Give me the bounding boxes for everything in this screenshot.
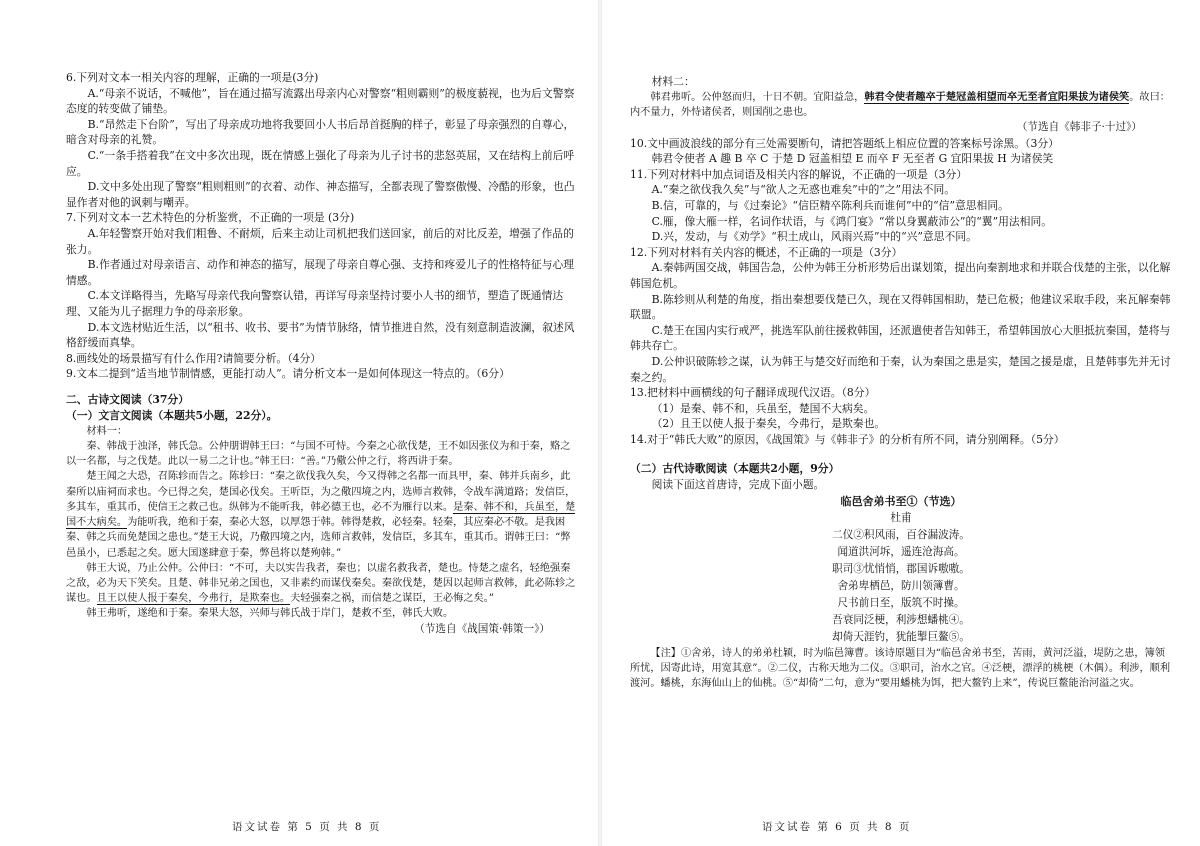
- question-7: [66, 210, 580, 350]
- q10-stem: 10.文中画波浪线的部分有三处需要断句，请把答题纸上相应位置的答案标号涂黑。（3分）: [630, 136, 1059, 150]
- q6-stem: 6.下列对文本一相关内容的理解，正确的一项是(3分): [66, 71, 319, 84]
- material-1-label: 材料一：: [86, 425, 128, 437]
- question-10: [630, 136, 1172, 167]
- material-1-para-3: [66, 561, 580, 607]
- m1-p2-text-b: 为能听我，绝和于秦，秦必大怒，以厚怨于韩。韩得楚救，必轻秦。轻秦，其应秦必不敬。是我困秦、韩之兵而免楚国之患也。”楚王大说，乃儆四境之内，选师言救韩，发信臣，多其车，重其币。谓韩王曰：“弊邑虽小，已悉起之矣。愿大国遂肆意于秦，弊邑将以楚殉韩。”: [66, 517, 571, 559]
- q12-option-c: C.楚王在国内实行戒严，挑选军队前往援救韩国，还派遣使者告知韩王，希望韩国放心大胆抵抗秦国，楚将与韩共存亡。: [630, 323, 1171, 353]
- left-page-footer: 语文试卷 第 5 页 共 8 页: [232, 821, 382, 833]
- poem-line: 尺书前日至，版筑不时操。: [837, 597, 965, 610]
- m2-text-a: 韩君弗听。公仲怒而归，十日不朝。宜阳益急，: [650, 91, 865, 103]
- material-1-para-1: 秦、韩战于浊泽，韩氏急。公仲朋谓韩王曰：“与国不可恃。今秦之心欲伐楚，王不如因张仪为和于秦，赂之以一名都，与之伐楚。此以一易二之计也。”韩王曰：“善。”乃儆公仲之行，将西讲于秦。: [66, 441, 571, 468]
- q6-option-a: A.“母亲不说话，不喊他”，旨在通过描写流露出母亲内心对警察“粗则霸则”的极度藐视，也为后文警察态度的转变做了铺垫。: [66, 86, 575, 116]
- right-page: [600, 0, 1200, 846]
- q11-option-c: C.雁，像大雁一样，名词作状语，与《鸿门宴》“常以身翼蔽沛公”的“翼”用法相同。: [651, 214, 1053, 228]
- q13-item-2: （2）且王以使人报于秦矣，今弗行，是欺秦也。: [651, 417, 886, 431]
- m2-wavy-line-sentence: 韩君令使者趣卒于楚冠盖相望而卒无至者宜阳果拔为诸侯笑: [864, 90, 1130, 103]
- m1-p2-underlined-sentence: 是秦、韩不和，兵虽至，楚国不大病矣。: [66, 501, 576, 529]
- material-2-text: [630, 90, 1172, 120]
- q7-option-a: A.年轻警察开始对我们粗鲁、不耐烦，后来主动让司机把我们送回家，前后的对比反差，增强了作品的张力。: [66, 226, 574, 256]
- question-11: [630, 167, 1172, 245]
- q11-option-b: B.信，可靠的，与《过秦论》“信臣精卒陈利兵而谁何”中的“信”意思相同。: [651, 198, 1009, 212]
- question-6: [66, 70, 580, 210]
- poem-line: 却倚天涯钓，犹能掣巨鳌⑤。: [832, 631, 970, 644]
- poem-line: 闻道洪河坼，遥连沧海高。: [837, 546, 965, 559]
- q7-option-b: B.作者通过对母亲语言、动作和神态的描写，展现了母亲自尊心强、支持和疼爱儿子的性格特征与心理情感。: [66, 258, 575, 287]
- m1-p3-underlined-sentence: 且王以使人报于秦矣，今弗行，是欺秦也。: [96, 593, 291, 605]
- material-2-label: 材料二：: [651, 75, 695, 88]
- m2-text-b: 。故曰：内不量力，外恃诸侯者，则国削之患也。: [630, 91, 1170, 118]
- poem-line: 二仪②积风雨，百谷漏波涛。: [832, 529, 970, 542]
- material-1-para-4: 韩王弗听，遂绝和于秦。秦果大怒，兴师与韩氏战于岸门，楚救不至，韩氏大败。: [86, 608, 454, 620]
- q12-option-b: B.陈轸则从利楚的角度，指出秦想要伐楚已久，现在又得韩国相助，楚已危极；他建议采取手段，来瓦解秦韩联盟。: [630, 292, 1171, 322]
- q6-option-c: C.“一条手搭着我”在文中多次出现，既在情感上强化了母亲为儿子讨书的悲怒英屈，又在结构上前后呼应。: [66, 148, 575, 178]
- m1-p3-text-a: 韩王大说，乃止公仲。公仲曰：“不可，夫以实告我者，秦也；以虚名救我者，楚也。恃楚之虚名，轻绝强秦之敌，必为天下笑矣。且楚、韩非兄弟之国也，又非素约而谋伐秦矣。秦欲伐楚，楚因以起师言救韩，此必陈轸之谋也。: [66, 562, 576, 605]
- material-1-para-2: [66, 469, 580, 560]
- q13-stem: 13.把材料中画横线的句子翻译成现代汉语。（8分）: [630, 386, 876, 400]
- q11-stem: 11.下列对材料中加点词语及相关内容的解说，不正确的一项是（3分）: [630, 167, 968, 181]
- q11-option-d: D.兴，发动，与《劝学》“积土成山，风雨兴焉”中的“兴”意思不同。: [651, 230, 977, 244]
- poem-notes: 【注】①舍弟，诗人的弟弟杜颖，时为临邑簿曹。该诗原题目为“临邑舍弟书至，苦雨，黄河泛溢，堤防之患，簿领所忧，因寄此诗，用宽其意”。②二仪，古称天地为二仪。③职司，治水之官。④泛梗，漂浮的桃梗（木偶）。利涉，顺利渡河。蟠桃，东海仙山上的仙桃。⑤“却倚”二句，意为“要用蟠桃为饵，把大鳌钓上来”，传说巨鳌能治河溢之灾。: [630, 648, 1171, 690]
- poem-intro: 阅读下面这首唐诗，完成下面小题。: [651, 478, 825, 492]
- material-2-source: （节选自《韩非子·十过》）: [1016, 121, 1142, 133]
- q12-stem: 12.下列对材料有关内容的概述，不正确的一项是（3分）: [630, 245, 903, 259]
- q7-stem: 7.下列对文本一艺术特色的分析鉴赏，不正确的一项是 (3分): [66, 211, 355, 225]
- section-2-1-heading: （一）文言文阅读（本题共5小题，22分）。: [66, 408, 278, 422]
- question-13: [630, 385, 1172, 432]
- q11-option-a: A.“秦之欲伐我久矣”与“欲人之无惑也难矣”中的“之”用法不同。: [651, 183, 956, 197]
- q12-option-d: D.公仲识破陈轸之谋，认为韩王与楚交好而绝和于秦，认为秦国之患是实，楚国之援是虚，且楚韩事先并无讨秦之约。: [630, 354, 1171, 384]
- question-9: 9.文本二提到“适当地节制情感，更能打动人”。请分析文本一是如何体现这一特点的。（6分）: [66, 367, 510, 381]
- section-2-heading: 二、古诗文阅读（37分）: [66, 392, 189, 406]
- m1-p3-text-b: 夫轻强秦之祸，而信楚之谋臣，王必悔之矣。”: [290, 593, 494, 605]
- poem-body: [630, 527, 1172, 646]
- q10-options: 韩君令使者 A 趣 B 卒 C 于楚 D 冠盖相望 E 而卒 F 无至者 G 宜阳果拔 H 为诸侯笑: [651, 152, 1054, 166]
- poem-line: 吾衰同泛梗，利涉想蟠桃④。: [832, 614, 970, 627]
- question-12: [630, 245, 1172, 385]
- right-page-footer: 语文试卷 第 6 页 共 8 页: [762, 821, 912, 833]
- q6-option-d: D.文中多处出现了警察“粗则粗则”的衣着、动作、神态描写，全都表现了警察傲慢、冷酷的形象，也凸显作者对他的讽刺与嘲弄。: [66, 180, 575, 209]
- q7-option-d: D.本文选材贴近生活，以“租书、收书、要书”为情节脉络，情节推进自然，没有刻意制造波澜，叙述风格舒缓而真挚。: [66, 320, 575, 350]
- question-14: 14.对于“韩氏大败”的原因，《战国策》与《韩非子》的分析有所不同，请分别阐释。（5分）: [630, 432, 1065, 446]
- section-2-2-heading: （二）古代诗歌阅读（本题共2小题，9分）: [630, 462, 840, 476]
- m1-p2-text-a: 楚王闻之大恐，召陈轸而告之。陈轸曰：“秦之欲伐我久矣，今又得韩之名都一而具甲，秦、韩并兵南乡，此秦所以庙祠而求也。今已得之矣，楚国必伐矣。王听臣，为之儆四境之内，选师言救韩，令战车满道路；发信臣，多其车，重其币，使信王之救己也。纵韩为不能听我，韩必德王也，必不为雁行以来。: [66, 471, 576, 513]
- q13-item-1: （1）是秦、韩不和，兵虽至，楚国不大病矣。: [651, 401, 875, 415]
- poem-line: 舍弟卑栖邑，防川领簿曹。: [837, 580, 965, 593]
- q12-option-a: A.秦韩两国交战，韩国告急，公仲为韩王分析形势后出谋划策，提出向秦割地求和并联合伐楚的主张，以化解韩国危机。: [630, 261, 1171, 290]
- q7-option-c: C.本文详略得当，先略写母亲代我向警察认错，再详写母亲坚持讨要小人书的细节，塑造了既通情达理、又能为儿子据理力争的母亲形象。: [66, 289, 564, 318]
- poem-line: 职司③忧悄悄，郡国诉嗷嗷。: [832, 563, 970, 576]
- q6-option-b: B.“昂然走下台阶”，写出了母亲成功地将我要回小人书后昂首挺胸的样子，彰显了母亲强烈的自尊心，暗含对母亲的礼赞。: [66, 117, 575, 147]
- material-1-source: （节选自《战国策·韩策一》）: [414, 622, 550, 635]
- question-8: 8.画线处的场景描写有什么作用?请简要分析。（4分）: [66, 351, 322, 365]
- poem-author: 杜甫: [890, 512, 912, 525]
- poem-title: 临邑舍弟书至①（节选）: [840, 495, 962, 509]
